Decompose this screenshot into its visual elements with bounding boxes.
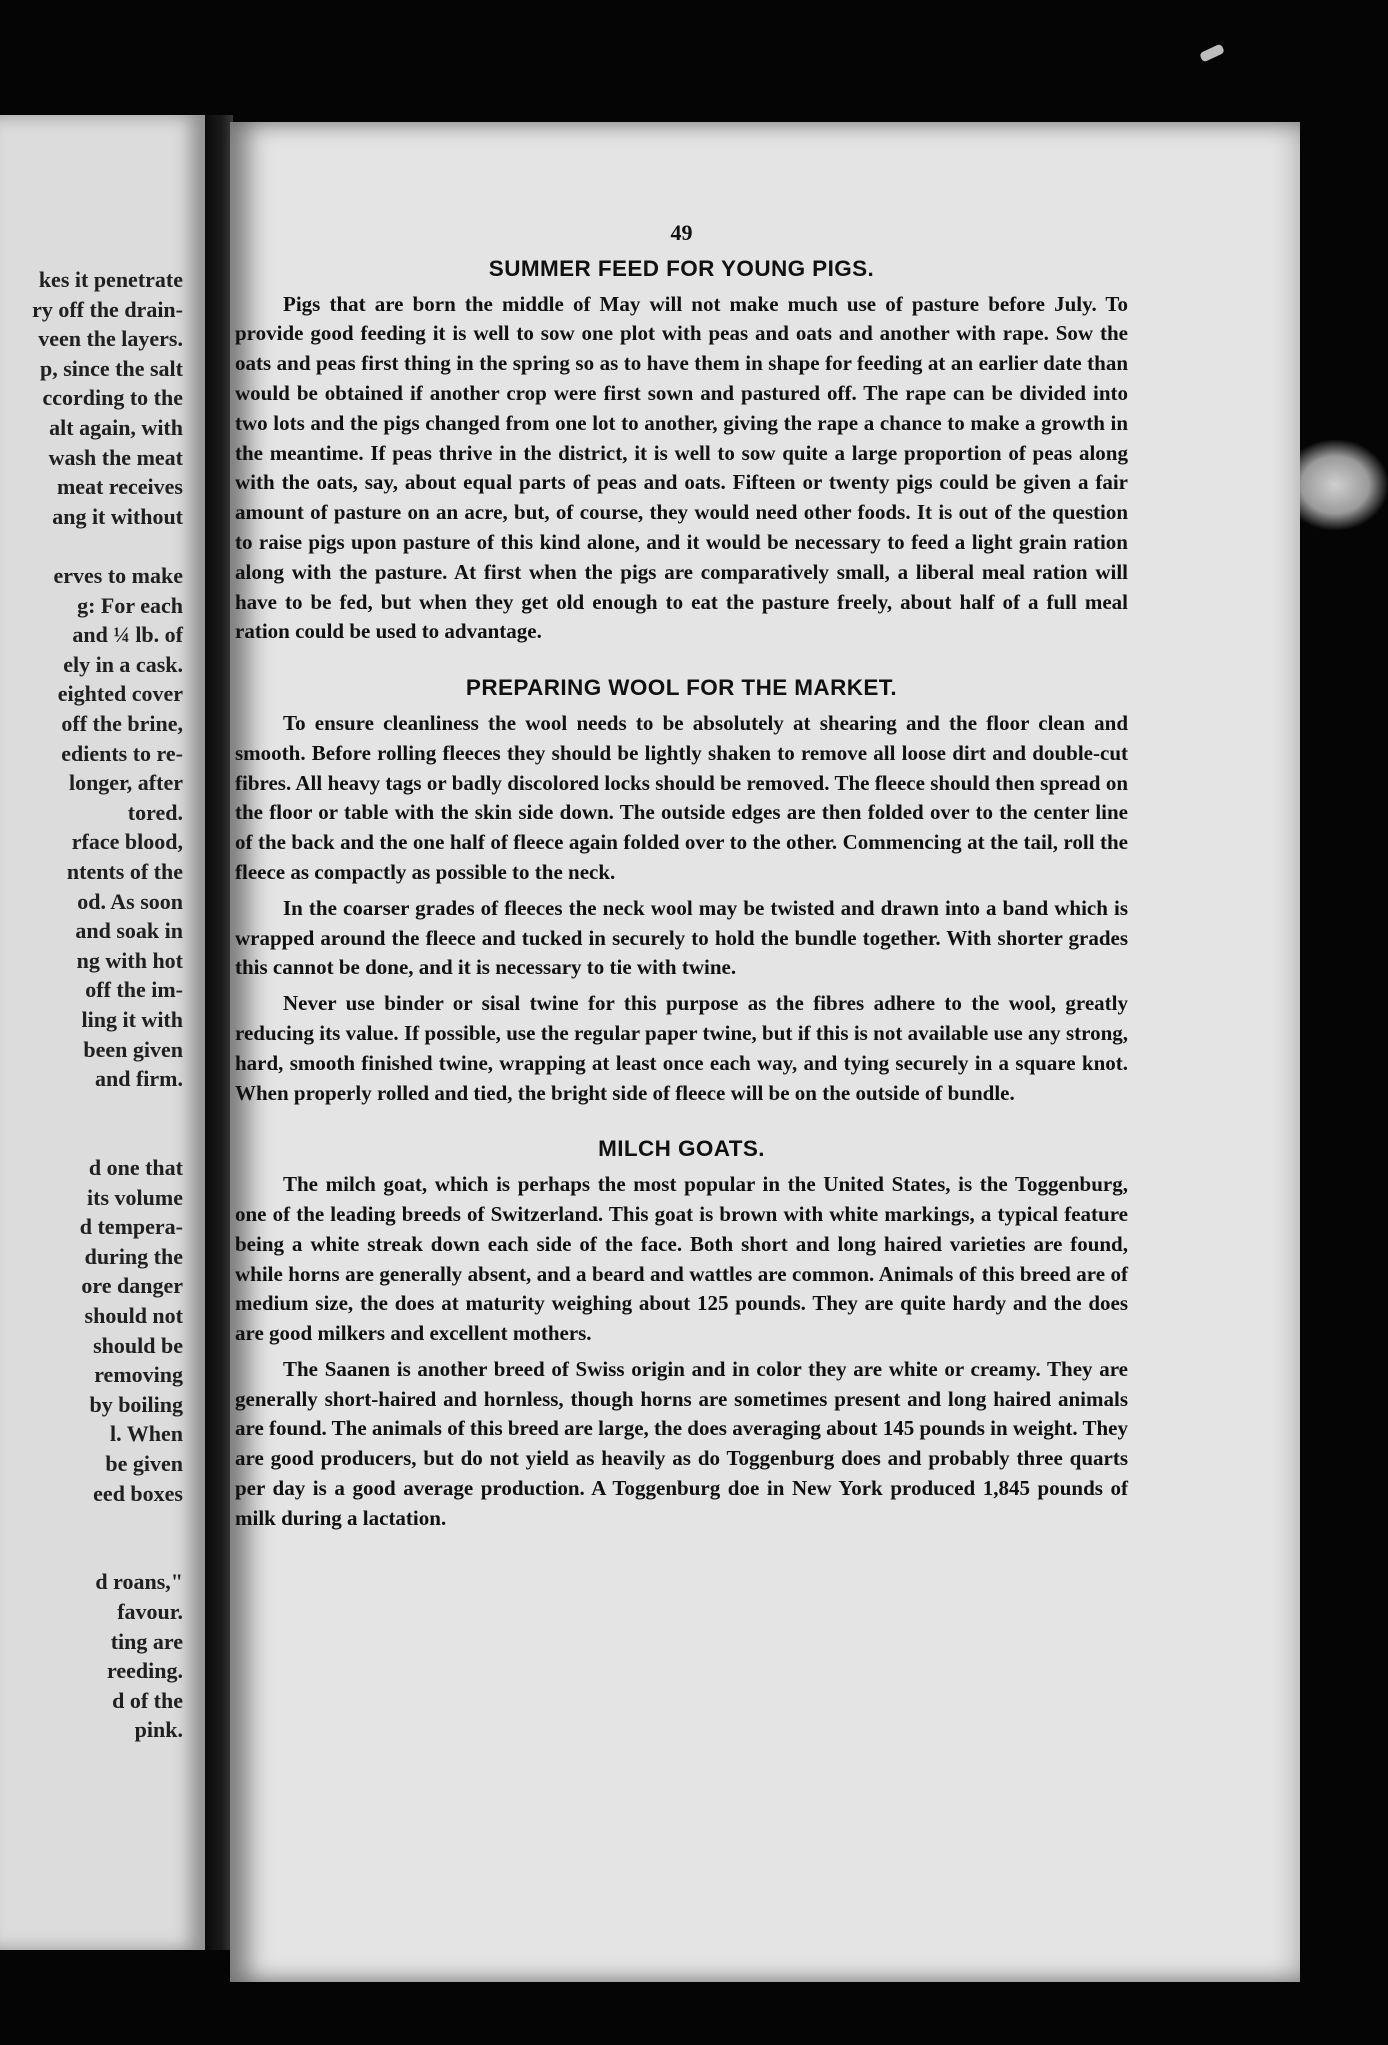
left-page-line: l. When — [110, 1421, 183, 1447]
left-page-line: ely in a cask. — [63, 651, 183, 677]
left-page-line: eighted cover — [57, 681, 183, 707]
left-page-line: pink. — [134, 1717, 183, 1743]
left-page-line: its volume — [87, 1184, 183, 1210]
scan-mark — [1199, 43, 1225, 62]
left-page-line: removing — [94, 1362, 183, 1388]
paragraph-preparing-wool-1: To ensure cleanliness the wool needs to be absolutely at shearing and the floor clean and smooth. Before rolling fleeces they should be lightly shaken to remove all loose dirt and double-cut fibres. All heavy tags or badly discolored locks should be removed. The fleece should then spread on the floor or table with the skin side down. The outside edges are then folded over to the center line of the back and the one half of fleece again folded over to the other. Commencing at the tail, roll the fleece as compactly as possible to the neck. — [235, 710, 1128, 884]
left-page-line: kes it penetrate — [38, 267, 183, 292]
left-page-line: ntents of the — [66, 859, 183, 884]
section-heading-milch-goats: MILCH GOATS. — [598, 1136, 765, 1162]
left-page-line: by boiling — [89, 1391, 183, 1417]
left-page-line: should not — [84, 1303, 183, 1328]
page-text-column — [235, 218, 1128, 1540]
paragraph-milch-goats-2: The Saanen is another breed of Swiss origin and in color they are white or creamy. They are generally short-haired and hornless, though horns are sometimes present and long haired animals are found. The animals of this breed are large, the does averaging about 145 pounds in weight. They are good producers, but do not yield as heavily as do Toggenburg does and probably three quarts per day is a good average production. A Toggenburg doe in New York produced 1,845 pounds of milk during a lactation. — [235, 1356, 1128, 1530]
left-page-line: tored. — [127, 799, 183, 825]
left-page-line: p, since the salt — [40, 355, 183, 381]
left-page-line: be given — [105, 1451, 183, 1476]
left-page-line: ng with hot — [76, 947, 183, 973]
left-page-line: ting are — [110, 1628, 183, 1654]
left-page-line: veen the layers. — [38, 326, 183, 352]
left-page-line: off the im- — [85, 977, 183, 1003]
left-page-line: edients to re- — [61, 740, 183, 766]
paragraph-summer-feed-1: Pigs that are born the middle of May will not make much use of pasture before July. To provide good feeding it is well to sow one plot with peas and oats and another with rape. Sow the oats and peas first thing in the spring so as to have them in shape for feeding at an earlier date than would be obtained if another crop were first sown and pastured off. The rape can be divided into two lots and the pigs changed from one lot to another, giving the rape a chance to make a growth in the meantime. If peas thrive in the district, it is well to sow quite a large proportion of peas along with the oats, say, about equal parts of peas and oats. Fifteen or twenty pigs could be given a fair amount of pasture on an acre, but, of course, they would need other foods. It is out of the question to raise pigs upon pasture of this kind alone, and it would be necessary to feed a light grain ration along with the pasture. At first when the pigs are comparatively small, a liberal meal ration will have to be fed, but when they get old enough to eat the pasture freely, about half of a full meal ration could be used to advantage. — [235, 291, 1128, 644]
left-page-line: rface blood, — [71, 829, 183, 855]
section-heading-preparing-wool: PREPARING WOOL FOR THE MARKET. — [465, 675, 898, 701]
left-page-line: d tempera- — [79, 1214, 183, 1240]
paragraph-preparing-wool-3: Never use binder or sisal twine for this purpose as the fibres adhere to the wool, greatly reducing its value. If possible, use the regular paper twine, but if this is not available use any strong, hard, smooth finished twine, wrapping at least once each way, and tying securely in a square knot. When properly rolled and tied, the bright side of fleece will be on the outside of bundle. — [235, 991, 1128, 1105]
left-page-line: g: For each — [77, 592, 183, 618]
left-page-line: and ¼ lb. of — [72, 622, 183, 648]
left-page-line: been given — [83, 1036, 183, 1062]
left-page-line: ling it with — [81, 1007, 183, 1032]
section-heading-summer-feed: SUMMER FEED FOR YOUNG PIGS. — [488, 255, 875, 281]
left-page-line: ccording to the — [42, 385, 183, 411]
left-page-line: ore danger — [81, 1273, 183, 1299]
left-page-line: wash the meat — [48, 444, 183, 470]
left-page-line: meat receives — [56, 474, 183, 500]
left-page-line: od. As soon — [77, 888, 183, 914]
left-page-line: reeding. — [107, 1658, 183, 1684]
left-page-line: during the — [84, 1243, 183, 1269]
left-page-line: off the brine, — [61, 711, 183, 736]
page-number: 49 — [670, 220, 693, 245]
left-page-line: and firm. — [95, 1066, 183, 1092]
left-page-line: d of the — [112, 1687, 183, 1713]
left-page-line: erves to make — [53, 563, 183, 588]
left-page-line: ang it without — [52, 503, 183, 529]
book-gutter — [205, 115, 233, 1950]
left-page-line: alt again, with — [49, 415, 183, 440]
left-page-line: eed boxes — [93, 1480, 183, 1506]
left-page-fragment — [0, 115, 205, 1950]
left-page-line: favour. — [117, 1599, 183, 1624]
page-edge-tear — [1300, 440, 1388, 530]
left-page-line: d one that — [88, 1155, 183, 1180]
left-page-line: d roans," — [95, 1569, 183, 1595]
left-page-line: and soak in — [75, 918, 183, 944]
left-page-line: longer, after — [68, 770, 183, 796]
paragraph-milch-goats-1: The milch goat, which is perhaps the most popular in the United States, is the Toggenburg, one of the leading breeds of Switzerland. This goat is brown with white markings, a typical feature being a white streak down each side of the face. Both short and long haired varieties are found, while horns are generally absent, and a beard and wattles are common. Animals of this breed are of medium size, the does at maturity weighing about 125 pounds. They are quite hardy and the does are good milkers and excellent mothers. — [235, 1172, 1128, 1346]
left-page-line: ry off the drain- — [32, 296, 183, 322]
left-page-line: should be — [93, 1332, 183, 1358]
paragraph-preparing-wool-2: In the coarser grades of fleeces the neck wool may be twisted and drawn into a band which is wrapped around the fleece and tucked in securely to hold the bundle together. With shorter grades this cannot be done, and it is necessary to tie with twine. — [235, 895, 1128, 980]
